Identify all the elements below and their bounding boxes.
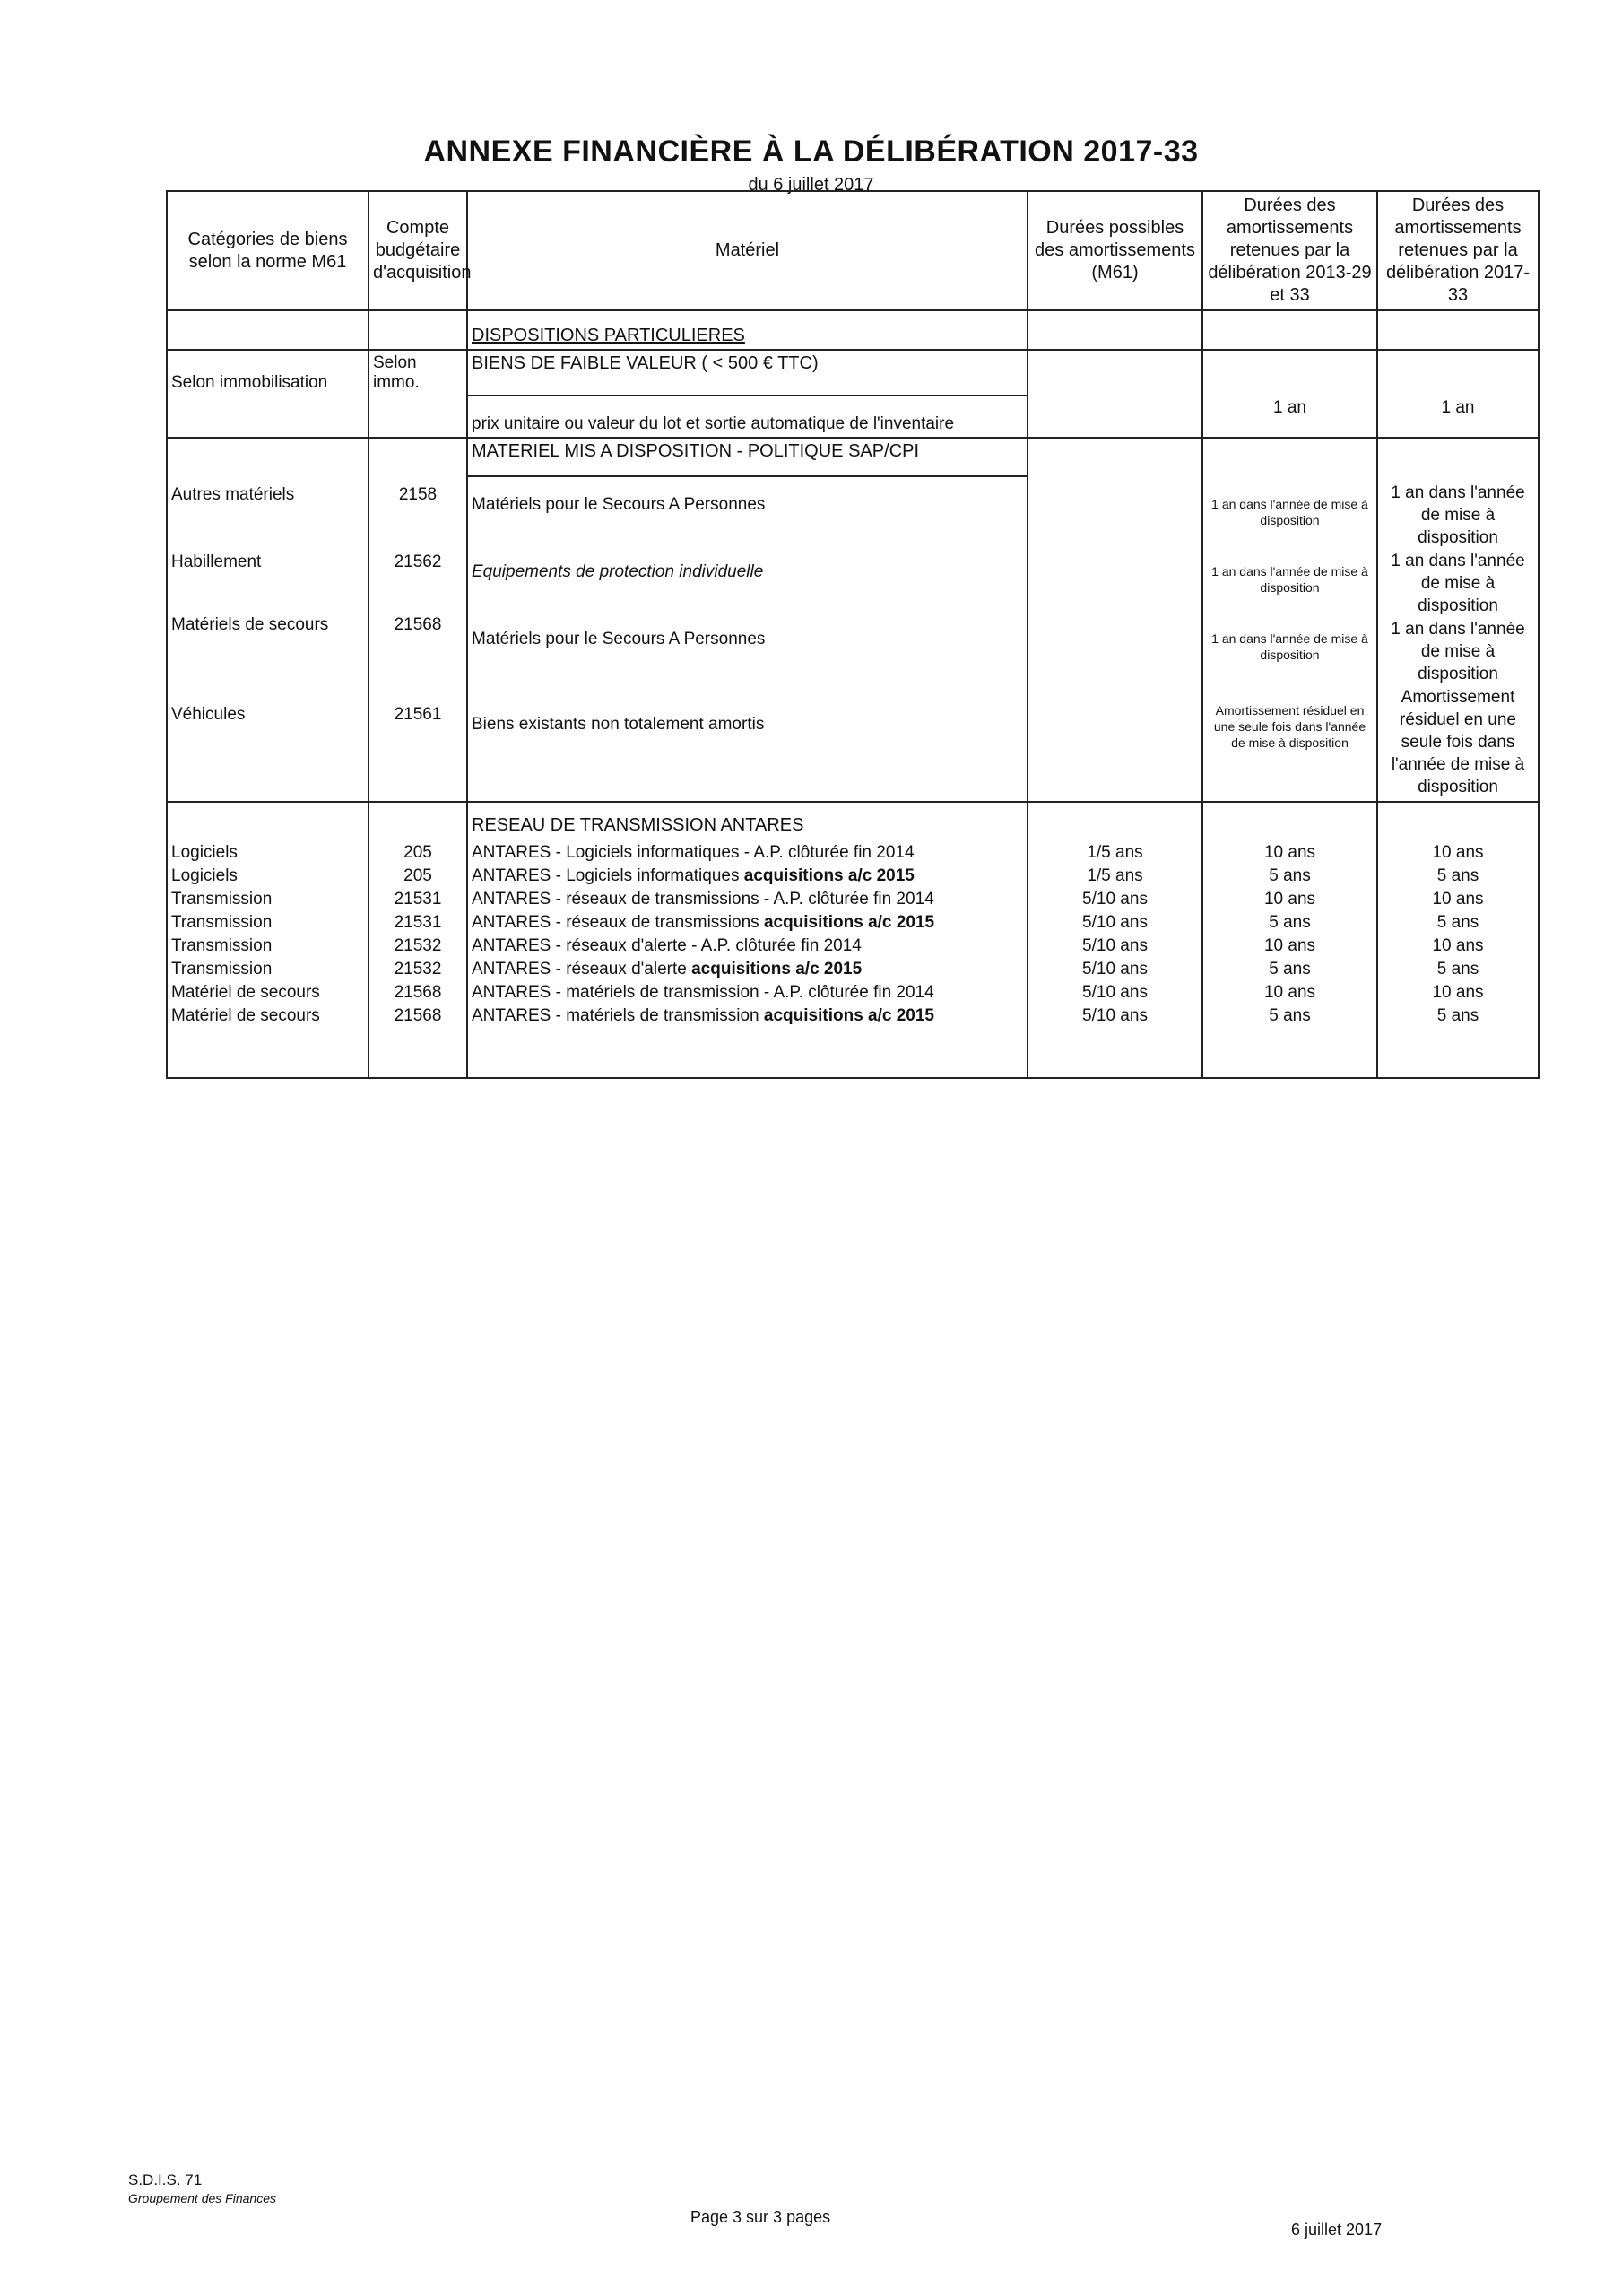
- antares-possible: 5/10 ans: [1082, 936, 1148, 955]
- mad-materiel: Equipements de protection individuelle: [472, 562, 764, 581]
- footer-date: 6 juillet 2017: [1291, 2221, 1383, 2239]
- mad-compte: 21568: [394, 615, 442, 634]
- antares-categorie: Transmission: [171, 960, 273, 978]
- mad-categorie: Autres matériels: [171, 485, 295, 504]
- antares-categorie: Logiciels: [171, 866, 238, 885]
- section-antares: RESEAU DE TRANSMISSION ANTARES: [467, 802, 1028, 839]
- antares-possible: 5/10 ans: [1082, 960, 1148, 978]
- section-dispositions: DISPOSITIONS PARTICULIERES: [467, 310, 1028, 350]
- mad-d2017: Amortissement résiduel en une seule fois dans l'année de mise à disposition: [1391, 688, 1525, 796]
- antares-possible: 5/10 ans: [1082, 890, 1148, 909]
- mad-categorie: Habillement: [171, 552, 262, 571]
- mad-d2017: 1 an dans l'année de mise à disposition: [1391, 483, 1525, 547]
- antares-d2013: 10 ans: [1263, 890, 1316, 909]
- antares-d2017: 10 ans: [1432, 983, 1484, 1002]
- antares-d2013: 5 ans: [1269, 1006, 1311, 1025]
- mad-compte: 2158: [398, 485, 438, 504]
- antares-materiel: ANTARES - Logiciels informatiques acquisitions a/c 2015: [472, 866, 915, 885]
- antares-possible: 5/10 ans: [1082, 983, 1148, 1002]
- footer-org: S.D.I.S. 71: [128, 2171, 203, 2188]
- mad-d2013: 1 an dans l'année de mise à disposition: [1211, 631, 1368, 663]
- faible-valeur-categorie: Selon immobilisation: [167, 350, 369, 396]
- antares-d2013: 5 ans: [1269, 866, 1311, 885]
- antares-materiel: ANTARES - réseaux de transmissions acquisitions a/c 2015: [472, 913, 935, 932]
- faible-valeur-row: [167, 396, 1539, 438]
- antares-d2017: 10 ans: [1432, 890, 1484, 909]
- faible-valeur-d2017: 1 an: [1377, 396, 1539, 438]
- antares-possible: 5/10 ans: [1082, 1006, 1148, 1025]
- section-faible-valeur: BIENS DE FAIBLE VALEUR ( < 500 € TTC): [467, 350, 1028, 396]
- header-durees-possibles: Durées possibles des amortissements (M61): [1028, 191, 1202, 310]
- antares-compte: 21532: [394, 960, 442, 978]
- header-row: [167, 191, 1539, 310]
- antares-d2017: 10 ans: [1432, 843, 1484, 862]
- mad-d2013: 1 an dans l'année de mise à disposition: [1211, 564, 1368, 596]
- antares-d2013: 10 ans: [1263, 843, 1316, 862]
- antares-compte: 21568: [394, 983, 442, 1002]
- faible-valeur-d2013: 1 an: [1202, 396, 1377, 438]
- section-row-faible-valeur: [167, 350, 1539, 396]
- antares-possible: 5/10 ans: [1082, 913, 1148, 932]
- antares-categorie: Transmission: [171, 913, 273, 932]
- antares-d2017: 10 ans: [1432, 936, 1484, 955]
- antares-d2017: 5 ans: [1436, 866, 1479, 885]
- annex-table: [166, 190, 1540, 1079]
- header-durees-2013: Durées des amortissements retenues par la délibération 2013-29 et 33: [1202, 191, 1377, 310]
- antares-d2013: 10 ans: [1263, 936, 1316, 955]
- faible-valeur-compte: Selon immo.: [369, 350, 467, 396]
- mad-rows: [167, 476, 1539, 802]
- antares-d2017: 5 ans: [1436, 913, 1479, 932]
- mad-compte: 21561: [394, 705, 442, 724]
- mad-categorie: Véhicules: [171, 705, 246, 724]
- antares-possible: 1/5 ans: [1087, 843, 1143, 862]
- mad-materiel: Matériels pour le Secours A Personnes: [472, 495, 766, 514]
- antares-materiel: ANTARES - réseaux d'alerte - A.P. clôturée fin 2014: [472, 936, 862, 955]
- section-row-dispositions: [167, 310, 1539, 350]
- antares-compte: 205: [403, 843, 432, 862]
- antares-materiel: ANTARES - réseaux d'alerte acquisitions a/c 2015: [472, 960, 863, 978]
- antares-d2013: 5 ans: [1269, 913, 1311, 932]
- header-durees-2017: Durées des amortissements retenues par la délibération 2017-33: [1377, 191, 1539, 310]
- section-mis-a-disposition: MATERIEL MIS A DISPOSITION - POLITIQUE SAP/CPI: [467, 438, 1028, 476]
- antares-d2013: 10 ans: [1263, 983, 1316, 1002]
- mad-materiel: Matériels pour le Secours A Personnes: [472, 630, 766, 648]
- footer-dept: Groupement des Finances: [128, 2191, 276, 2206]
- antares-categorie: Matériel de secours: [171, 1006, 320, 1025]
- antares-categorie: Logiciels: [171, 843, 238, 862]
- header-materiel: Matériel: [467, 191, 1028, 310]
- antares-materiel: ANTARES - matériels de transmission - A.P. clôturée fin 2014: [472, 983, 934, 1002]
- mad-compte: 21562: [394, 552, 442, 571]
- antares-compte: 21531: [394, 890, 442, 909]
- mad-d2017: 1 an dans l'année de mise à disposition: [1391, 620, 1525, 683]
- antares-d2017: 5 ans: [1436, 1006, 1479, 1025]
- antares-categorie: Transmission: [171, 936, 273, 955]
- mad-categorie: Matériels de secours: [171, 615, 329, 634]
- antares-compte: 21568: [394, 1006, 442, 1025]
- antares-compte: 21531: [394, 913, 442, 932]
- antares-materiel: ANTARES - réseaux de transmissions - A.P. clôturée fin 2014: [472, 890, 934, 909]
- antares-possible: 1/5 ans: [1087, 866, 1143, 885]
- document-title: ANNEXE FINANCIÈRE À LA DÉLIBÉRATION 2017-33: [423, 135, 1199, 169]
- antares-compte: 205: [403, 866, 432, 885]
- faible-valeur-materiel: prix unitaire ou valeur du lot et sortie automatique de l'inventaire: [467, 396, 1028, 438]
- antares-rows: [167, 839, 1539, 1078]
- section-row-antares: [167, 802, 1539, 839]
- footer-organization: [128, 2170, 276, 2206]
- header-compte: Compte budgétaire d'acquisition: [369, 191, 467, 310]
- footer-page-number: Page 3 sur 3 pages: [690, 2208, 831, 2226]
- document-subtitle: du 6 juillet 2017: [748, 175, 874, 195]
- antares-materiel: ANTARES - matériels de transmission acquisitions a/c 2015: [472, 1006, 934, 1025]
- mad-materiel: Biens existants non totalement amortis: [472, 715, 765, 734]
- antares-categorie: Transmission: [171, 890, 273, 909]
- section-row-mad: [167, 438, 1539, 476]
- antares-d2013: 5 ans: [1269, 960, 1311, 978]
- mad-d2013: 1 an dans l'année de mise à disposition: [1211, 497, 1368, 528]
- antares-materiel: ANTARES - Logiciels informatiques - A.P. clôturée fin 2014: [472, 843, 915, 862]
- mad-d2013: Amortissement résiduel en une seule fois dans l'année de mise à disposition: [1213, 703, 1366, 751]
- mad-d2017: 1 an dans l'année de mise à disposition: [1391, 552, 1525, 615]
- antares-compte: 21532: [394, 936, 442, 955]
- header-categorie: Catégories de biens selon la norme M61: [167, 191, 369, 310]
- antares-categorie: Matériel de secours: [171, 983, 320, 1002]
- antares-d2017: 5 ans: [1436, 960, 1479, 978]
